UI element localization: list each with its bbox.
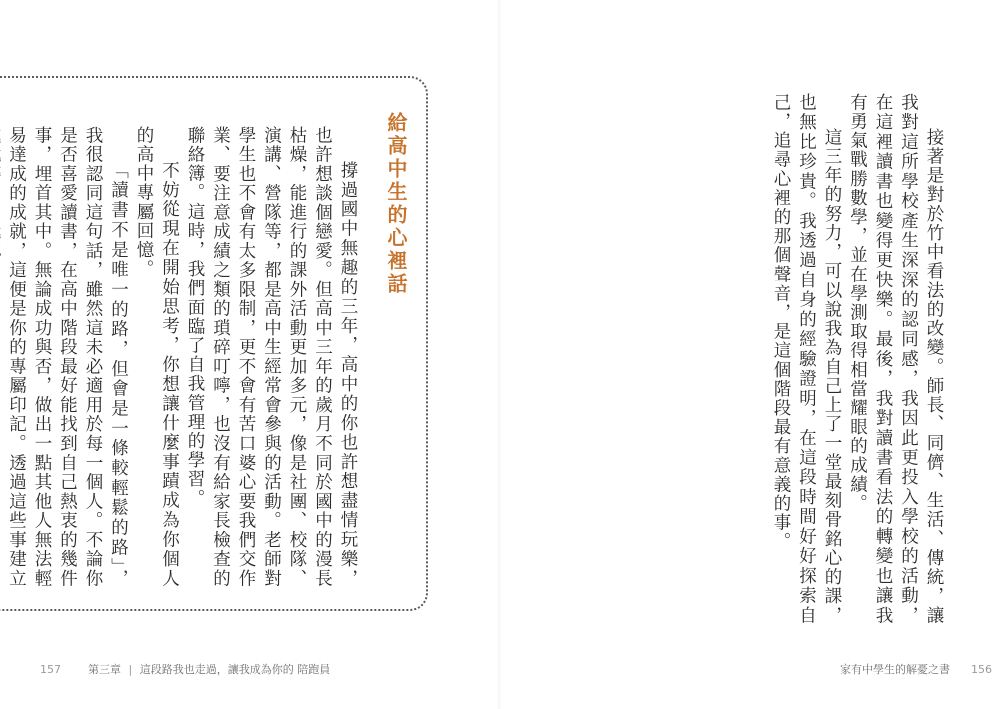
chapter-title: 這段路我也走過，讓我成為你的 陪跑員	[139, 663, 331, 676]
chapter-label: 第三章	[88, 663, 121, 676]
box-title: 給高中生的心裡話	[384, 112, 408, 296]
book-title: 家有中學生的解憂之書	[840, 663, 950, 676]
right-page-number: 156	[971, 663, 992, 676]
right-body-text	[738, 93, 946, 625]
right-paragraph-1: 接著是對於竹中看法的改變。師長、同儕、生活、傳統，讓我對這所學校產生深深的認同感，我因此更投入學校的活動，在這裡讀書也變得更快樂。最後，我對讀書看法的轉變也讓我有勇氣戰勝數學，並在學測取得相當耀眼的成績。	[847, 93, 944, 625]
right-footer	[840, 661, 992, 677]
left-page-number: 157	[40, 663, 61, 676]
box-paragraph-2: 不妨從現在開始思考，你想讓什麼事蹟成為你個人的高中專屬回憶。	[134, 126, 180, 588]
footer-divider: |	[128, 663, 133, 676]
left-footer	[40, 661, 330, 677]
page-gutter	[498, 0, 502, 709]
right-paragraph-2: 這三年的努力，可以說我為自己上了一堂最刻骨銘心的課，也無比珍貴。我透過自身的經驗證明，在這段時間好好探索自己，追尋心裡的那個聲音，是這個階段最有意義的事。	[771, 93, 842, 625]
box-paragraph-1: 撐過國中無趣的三年，高中的你也許想盡情玩樂，也許想談個戀愛。但高中三年的歲月不同於國中的漫長枯燥，能進行的課外活動更加多元，像是社團、校隊、演講、營隊等，都是高中生經常會參與的活動。老師對學生也不會有太多限制，更不會有苦口婆心要我們交作業、要注意成績之類的瑣碎叮嚀，也沒有給家長檢查的聯絡簿。這時，我們面臨了自我管理的學習。	[185, 126, 358, 588]
box-body-text	[6, 126, 360, 588]
box-paragraph-3: 「讀書不是唯一的路，但會是一條較輕鬆的路」，我很認同這句話，雖然這未必適用於每一個人。不論你是否喜愛讀書，在高中階段最好能找到自己熱衷的幾件事，埋首其中。無論成功與否，做出一點其他人無法輕易達成的成就，這便是你的專屬印記。透過這些事建立	[6, 126, 129, 588]
